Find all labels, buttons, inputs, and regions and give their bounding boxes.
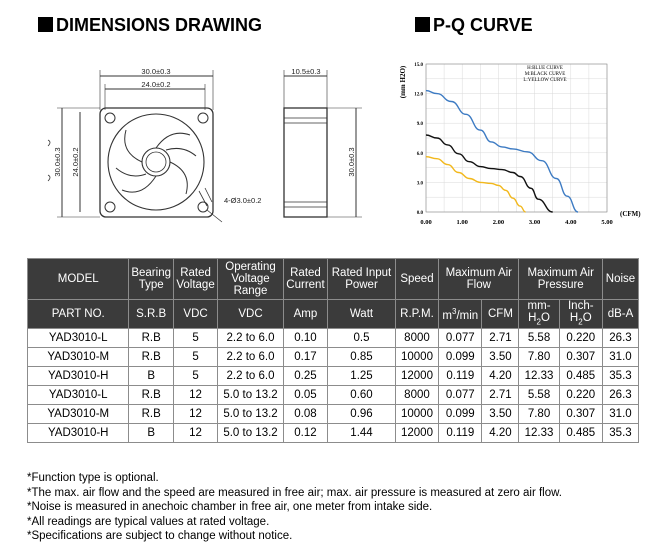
cell-noise: 31.0 xyxy=(602,348,638,367)
cell-mm: 5.58 xyxy=(519,386,559,405)
cell-range: 5.0 to 13.2 xyxy=(218,386,284,405)
unit-watt: Watt xyxy=(328,300,396,329)
unit-rpm: R.P.M. xyxy=(395,300,438,329)
fan-blade xyxy=(166,148,196,156)
chart-grid xyxy=(426,64,607,212)
table-row xyxy=(28,329,639,348)
cell-voltage: 12 xyxy=(173,405,217,424)
cell-speed: 10000 xyxy=(395,405,438,424)
cell-current: 0.10 xyxy=(283,329,327,348)
note-line: *Function type is optional. xyxy=(27,472,159,484)
unit-dba: dB-A xyxy=(602,300,638,329)
cell-current: 0.17 xyxy=(283,348,327,367)
cell-inch: 0.307 xyxy=(559,348,602,367)
cell-range: 2.2 to 6.0 xyxy=(218,367,284,386)
x-tick-label: 0.00 xyxy=(420,219,432,226)
chart-legend xyxy=(523,66,566,83)
cell-m3: 0.099 xyxy=(439,348,482,367)
table-row xyxy=(28,424,639,443)
cell-m3: 0.099 xyxy=(439,405,482,424)
cell-current: 0.25 xyxy=(283,367,327,386)
cell-power: 0.96 xyxy=(328,405,396,424)
cell-bearing: R.B xyxy=(129,386,173,405)
label-height-inner: 24.0±0.2 xyxy=(71,147,80,177)
y-tick-label: 9.0 xyxy=(416,122,423,128)
table-units-row xyxy=(28,300,639,329)
legend-entry: M:BLACK CURVE xyxy=(524,72,566,77)
unit-cfm: CFM xyxy=(482,300,519,329)
x-axis-label: (CFM) xyxy=(620,210,641,218)
table-header-row xyxy=(28,259,639,300)
unit-vdc: VDC xyxy=(173,300,217,329)
cell-current: 0.08 xyxy=(283,405,327,424)
col-air-pressure: Maximum Air Pressure xyxy=(519,259,603,300)
fan-blade xyxy=(170,162,187,194)
fan-blade xyxy=(122,176,156,192)
cell-cfm: 3.50 xyxy=(482,405,519,424)
cell-bearing: R.B xyxy=(129,329,173,348)
x-tick-label: 2.00 xyxy=(492,219,505,226)
cell-speed: 12000 xyxy=(395,367,438,386)
fan-frame-front xyxy=(100,108,213,217)
y-tick-label: 6.0 xyxy=(416,151,423,157)
cell-range: 2.2 to 6.0 xyxy=(218,348,284,367)
cell-speed: 10000 xyxy=(395,348,438,367)
col-model: MODEL xyxy=(28,259,129,300)
cell-cfm: 4.20 xyxy=(482,367,519,386)
cell-model: YAD3010-H xyxy=(28,424,129,443)
cell-mm: 7.80 xyxy=(519,405,559,424)
cell-noise: 31.0 xyxy=(602,405,638,424)
col-rated-current: Rated Current xyxy=(283,259,327,300)
cell-model: YAD3010-H xyxy=(28,367,129,386)
cell-power: 0.85 xyxy=(328,348,396,367)
mount-hole xyxy=(198,202,208,212)
unit-srb: S.R.B xyxy=(129,300,173,329)
fan-frame-side xyxy=(284,108,327,217)
cell-power: 0.5 xyxy=(328,329,396,348)
pq-curve-title: P-Q CURVE xyxy=(415,15,533,36)
cell-voltage: 12 xyxy=(173,424,217,443)
cell-model: YAD3010-L xyxy=(28,329,129,348)
unit-amp: Amp xyxy=(283,300,327,329)
cell-speed: 12000 xyxy=(395,424,438,443)
col-operating-voltage: Operating Voltage Range xyxy=(218,259,284,300)
cell-power: 1.25 xyxy=(328,367,396,386)
cell-voltage: 12 xyxy=(173,386,217,405)
dimensions-title: DIMENSIONS DRAWING xyxy=(38,15,262,36)
cell-mm: 12.33 xyxy=(519,424,559,443)
table-row xyxy=(28,405,639,424)
cell-speed: 8000 xyxy=(395,386,438,405)
cell-noise: 26.3 xyxy=(602,329,638,348)
spec-table xyxy=(27,258,639,443)
cell-power: 0.60 xyxy=(328,386,396,405)
series-line-h xyxy=(426,91,578,212)
y-tick-label: 12.0 xyxy=(414,92,423,98)
cell-bearing: B xyxy=(129,367,173,386)
label-hole: 4-Ø3.0±0.2 xyxy=(224,196,262,205)
cell-mm: 5.58 xyxy=(519,329,559,348)
dimensions-drawing xyxy=(0,50,400,250)
cell-inch: 0.485 xyxy=(559,424,602,443)
y-axis-label: (mm H2O) xyxy=(399,65,407,99)
cell-m3: 0.119 xyxy=(439,367,482,386)
col-speed: Speed xyxy=(395,259,438,300)
cell-range: 5.0 to 13.2 xyxy=(218,405,284,424)
cell-cfm: 4.20 xyxy=(482,424,519,443)
cell-bearing: R.B xyxy=(129,348,173,367)
x-tick-label: 3.00 xyxy=(528,219,541,226)
fan-blade xyxy=(125,130,142,162)
fan-opening xyxy=(108,114,204,210)
col-rated-voltage: Rated Voltage xyxy=(173,259,217,300)
legend-entry: L:YELLOW CURVE xyxy=(523,78,567,83)
unit-inch-h2o: Inch-$H_2O$ xyxy=(559,300,602,329)
cell-noise: 35.3 xyxy=(602,424,638,443)
mount-hole xyxy=(105,113,115,123)
cell-voltage: 5 xyxy=(173,367,217,386)
cell-bearing: R.B xyxy=(129,405,173,424)
table-row xyxy=(28,348,639,367)
note-line: *The max. air flow and the speed are measured in free air; max. air pressure is measured at zero air flow. xyxy=(27,486,562,499)
col-rated-input: Rated Input Power xyxy=(328,259,396,300)
cell-model: YAD3010-M xyxy=(28,405,129,424)
cell-current: 0.12 xyxy=(283,424,327,443)
cell-noise: 35.3 xyxy=(602,367,638,386)
cell-m3: 0.077 xyxy=(439,386,482,405)
legend-entry: H:BLUE CURVE xyxy=(527,66,563,71)
mount-hole xyxy=(105,202,115,212)
note-line: *Specifications are subject to change without notice. xyxy=(27,530,293,543)
unit-part-no: PART NO. xyxy=(28,300,129,329)
label-width-inner: 24.0±0.2 xyxy=(141,80,171,89)
cell-inch: 0.220 xyxy=(559,386,602,405)
cell-power: 1.44 xyxy=(328,424,396,443)
black-square-icon xyxy=(415,17,430,32)
cell-noise: 26.3 xyxy=(602,386,638,405)
cell-cfm: 3.50 xyxy=(482,348,519,367)
x-tick-label: 1.00 xyxy=(456,219,468,226)
y-tick-label: 15.0 xyxy=(414,63,423,68)
cell-m3: 0.119 xyxy=(439,424,482,443)
cell-voltage: 5 xyxy=(173,329,217,348)
cell-range: 2.2 to 6.0 xyxy=(218,329,284,348)
pq-curve-chart xyxy=(395,50,645,250)
series-line-m xyxy=(426,135,553,212)
label-thickness: 10.5±0.3 xyxy=(291,67,321,76)
cell-mm: 12.33 xyxy=(519,367,559,386)
notes xyxy=(27,471,562,544)
cell-m3: 0.077 xyxy=(439,329,482,348)
note-line: *Noise is measured in anechoic chamber in free air, one meter from intake side. xyxy=(27,501,433,514)
x-tick-label: 4.00 xyxy=(565,219,577,226)
fan-blade xyxy=(156,133,190,148)
table-row xyxy=(28,367,639,386)
y-tick-label: 0.0 xyxy=(416,211,423,216)
fan-blade xyxy=(116,168,146,176)
label-height-outer: 30.0±0.3 xyxy=(53,147,62,177)
table-row xyxy=(28,386,639,405)
cell-voltage: 5 xyxy=(173,348,217,367)
cell-inch: 0.485 xyxy=(559,367,602,386)
mount-hole xyxy=(198,113,208,123)
cell-mm: 7.80 xyxy=(519,348,559,367)
unit-m3min: $m^3/\min$ xyxy=(439,300,482,329)
y-tick-label: 3.0 xyxy=(416,181,423,187)
cell-cfm: 2.71 xyxy=(482,386,519,405)
cell-inch: 0.220 xyxy=(559,329,602,348)
black-square-icon xyxy=(38,17,53,32)
cell-inch: 0.307 xyxy=(559,405,602,424)
chart-series xyxy=(426,91,578,212)
cell-speed: 8000 xyxy=(395,329,438,348)
x-tick-label: 5.00 xyxy=(601,219,613,226)
unit-mm-h2o: $mm-H_2O$ xyxy=(519,300,559,329)
cell-current: 0.05 xyxy=(283,386,327,405)
col-bearing: Bearing Type xyxy=(129,259,173,300)
cell-cfm: 2.71 xyxy=(482,329,519,348)
cell-model: YAD3010-M xyxy=(28,348,129,367)
note-line: *All readings are typical values at rated voltage. xyxy=(27,515,270,528)
col-noise: Noise xyxy=(602,259,638,300)
label-side-height: 30.0±0.3 xyxy=(347,147,356,177)
label-width-outer: 30.0±0.3 xyxy=(141,67,171,76)
cell-bearing: B xyxy=(129,424,173,443)
unit-vdc-range: VDC xyxy=(218,300,284,329)
cell-range: 5.0 to 13.2 xyxy=(218,424,284,443)
cell-model: YAD3010-L xyxy=(28,386,129,405)
col-air-flow: Maximum Air Flow xyxy=(439,259,519,300)
